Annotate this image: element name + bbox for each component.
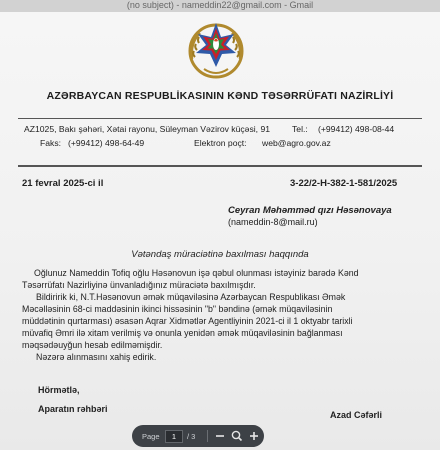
fax-label: Faks: xyxy=(40,138,62,148)
header-divider xyxy=(18,118,422,119)
body-line: Nəzərə alınmasını xahiş edirik. xyxy=(36,352,157,362)
signer-name: Azad Cəfərli xyxy=(330,410,383,420)
email-value: web@agro.gov.az xyxy=(262,138,331,148)
page-navigation-toolbar xyxy=(132,425,264,447)
window-title: (no subject) - nameddin22@gmail.com - Gmail xyxy=(0,0,440,13)
address-line: AZ1025, Bakı şəhəri, Xətai rayonu, Süleyman Vəzirov küçəsi, 91 xyxy=(24,124,271,134)
body-line: Oğlunuz Nameddin Tofiq oğlu Həsənovun işə qəbul olunması istəyiniz barədə Kənd xyxy=(34,268,359,278)
magnifier-icon xyxy=(229,428,245,444)
tel-value: (+99412) 498-08-44 xyxy=(318,124,395,134)
plus-icon xyxy=(246,428,262,444)
page-label: Page xyxy=(142,432,160,441)
ministry-title: AZƏRBAYCAN RESPUBLİKASININ KƏND TƏSƏRRÜFATI NAZİRLİYİ xyxy=(46,90,394,102)
body-line: Məcəlləsinin 68-ci maddəsinin ikinci hissəsinin "b" bəndinə (əmək müqaviləsinin xyxy=(22,304,333,314)
reference-number: 3-22/2-H-382-1-581/2025 xyxy=(290,178,398,189)
body-line: Bildiririk ki, N.T.Həsənovun əmək müqaviləsinə Azərbaycan Respublikası Əmək xyxy=(36,292,346,302)
body-line: məqsədəuyğun hesab edilməmişdir. xyxy=(22,340,163,350)
recipient-email: (nameddin-8@mail.ru) xyxy=(228,217,318,227)
letter-page xyxy=(0,12,440,450)
signer-title: Aparatın rəhbəri xyxy=(38,404,108,414)
closing-text: Hörmətlə, xyxy=(38,385,80,395)
header-divider-bottom xyxy=(18,165,422,167)
letter-date: 21 fevral 2025-ci il xyxy=(22,178,104,189)
zoom-out-button[interactable] xyxy=(212,428,228,444)
email-label: Elektron poçt: xyxy=(194,138,247,148)
body-line: müvafiq Əmri ilə xitam verilmiş və onunla yenidən əmək müqaviləsinin bağlanması xyxy=(22,328,343,338)
letter-subject: Vətəndaş müraciətinə baxılması haqqında xyxy=(131,249,309,260)
tel-label: Tel.: xyxy=(292,124,308,134)
body-line: müddətinin qurtarması) əsasən Aqrar Xidmətlər Agentliyinin 2021-ci il 1 oktyabr tarixli xyxy=(22,316,353,326)
zoom-fit-button[interactable] xyxy=(229,428,245,444)
zoom-in-button[interactable] xyxy=(246,428,262,444)
page-count: / 3 xyxy=(187,432,196,441)
toolbar-divider xyxy=(207,430,208,442)
recipient-name: Ceyran Məhəmməd qızı Həsənovaya xyxy=(228,205,392,216)
page-number-input[interactable] xyxy=(165,430,183,443)
body-line: Təsərrüfatı Nazirliyinə ünvanladığınız müraciətə baxılmışdır. xyxy=(22,280,256,290)
fax-value: (+99412) 498-64-49 xyxy=(68,138,145,148)
state-emblem-icon xyxy=(184,17,248,81)
minus-icon xyxy=(212,428,228,444)
